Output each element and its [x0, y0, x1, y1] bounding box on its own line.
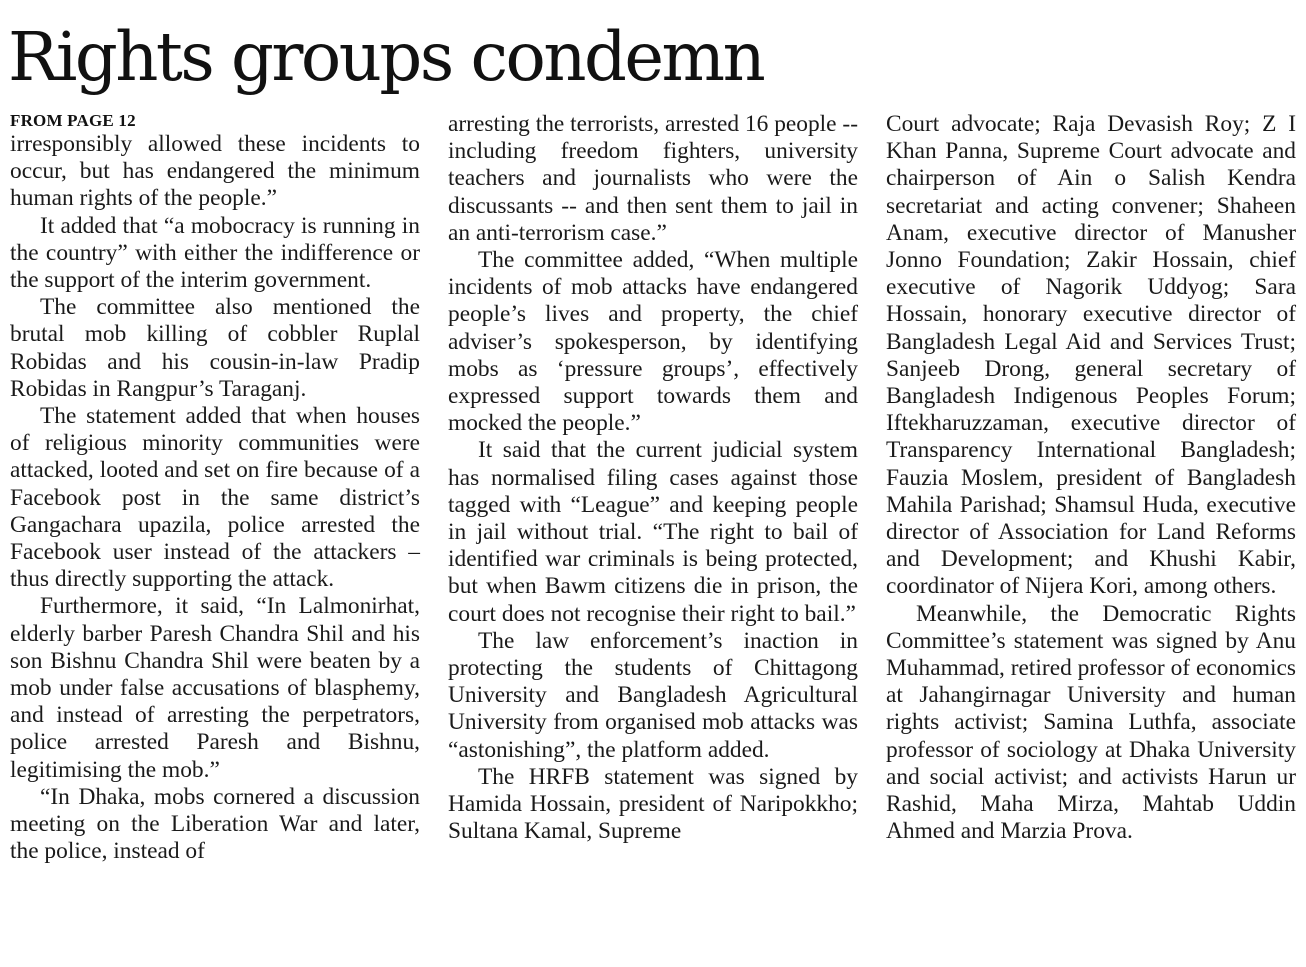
- paragraph: The committee added, “When multiple incidents of mob attacks have endangered people’s lives and property, the chief adviser’s spokesperson, by identifying mobs as ‘pressure groups’, effectively expressed support towards them and mocked the people.”: [448, 247, 858, 437]
- paragraph: Furthermore, it said, “In Lalmonirhat, elderly barber Paresh Chandra Shil and his son Bishnu Chandra Shil were beaten by a mob under false accusations of blasphemy, and instead of arresting the perpetrators, police arrested Paresh and Bishnu, legitimising the mob.”: [10, 593, 420, 783]
- paragraph: The statement added that when houses of religious minority communities were attacked, looted and set on fire because of a Facebook post in the same district’s Gangachara upazila, police arrested the Facebook user instead of the attackers – thus directly supporting the attack.: [10, 403, 420, 593]
- article-column-2: [448, 111, 858, 845]
- article-column-1: [10, 111, 420, 865]
- article-column-3: [886, 111, 1296, 845]
- paragraph: irresponsibly allowed these incidents to occur, but has endangered the minimum human rights of the people.”: [10, 131, 420, 212]
- paragraph: “In Dhaka, mobs cornered a discussion meeting on the Liberation War and later, the police, instead of: [10, 783, 420, 865]
- paragraph: The committee also mentioned the brutal mob killing of cobbler Ruplal Robidas and his cousin-in-law Pradip Robidas in Rangpur’s Taraganj.: [10, 294, 420, 402]
- continued-from-label: FROM PAGE 12: [10, 111, 136, 130]
- paragraph: The law enforcement’s inaction in protecting the students of Chittagong University and Bangladesh Agricultural University from organised mob attacks was “astonishing”, the platform added.: [448, 627, 858, 763]
- headline: Rights groups condemn: [8, 18, 764, 96]
- paragraph: The HRFB statement was signed by Hamida Hossain, president of Naripokkho; Sultana Kamal, Supreme: [448, 763, 858, 845]
- paragraph: Meanwhile, the Democratic Rights Committee’s statement was signed by Anu Muhammad, retired professor of economics at Jahangirnagar University and human rights activist; Samina Luthfa, associate professor of sociology at Dhaka University and social activist; and activists Harun ur Rashid, Maha Mirza, Mahtab Uddin Ahmed and Marzia Prova.: [886, 600, 1296, 845]
- paragraph: It said that the current judicial system has normalised filing cases against those tagged with “League” and keeping people in jail without trial. “The right to bail of identified war criminals is being protected, but when Bawm citizens die in prison, the court does not recognise their right to bail.”: [448, 437, 858, 627]
- paragraph: arresting the terrorists, arrested 16 people -- including freedom fighters, university teachers and journalists who were the discussants -- and then sent them to jail in an anti-terrorism case.”: [448, 111, 858, 246]
- paragraph: Court advocate; Raja Devasish Roy; Z I Khan Panna, Supreme Court advocate and chairperson of Ain o Salish Kendra secretariat and acting convener; Shaheen Anam, executive director of Manusher Jonno Foundation; Zakir Hossain, chief executive of Nagorik Uddyog; Sara Hossain, honorary executive director of Bangladesh Legal Aid and Services Trust; Sanjeeb Drong, general secretary of Bangladesh Indigenous Peoples Forum; Iftekharuzzaman, executive director of Transparency International Bangladesh; Fauzia Moslem, president of Bangladesh Mahila Parishad; Shamsul Huda, executive director of Association for Land Reforms and Development; and Khushi Kabir, coordinator of Nijera Kori, among others.: [886, 111, 1296, 600]
- paragraph: It added that “a mobocracy is running in the country” with either the indifference or the support of the interim government.: [10, 212, 420, 294]
